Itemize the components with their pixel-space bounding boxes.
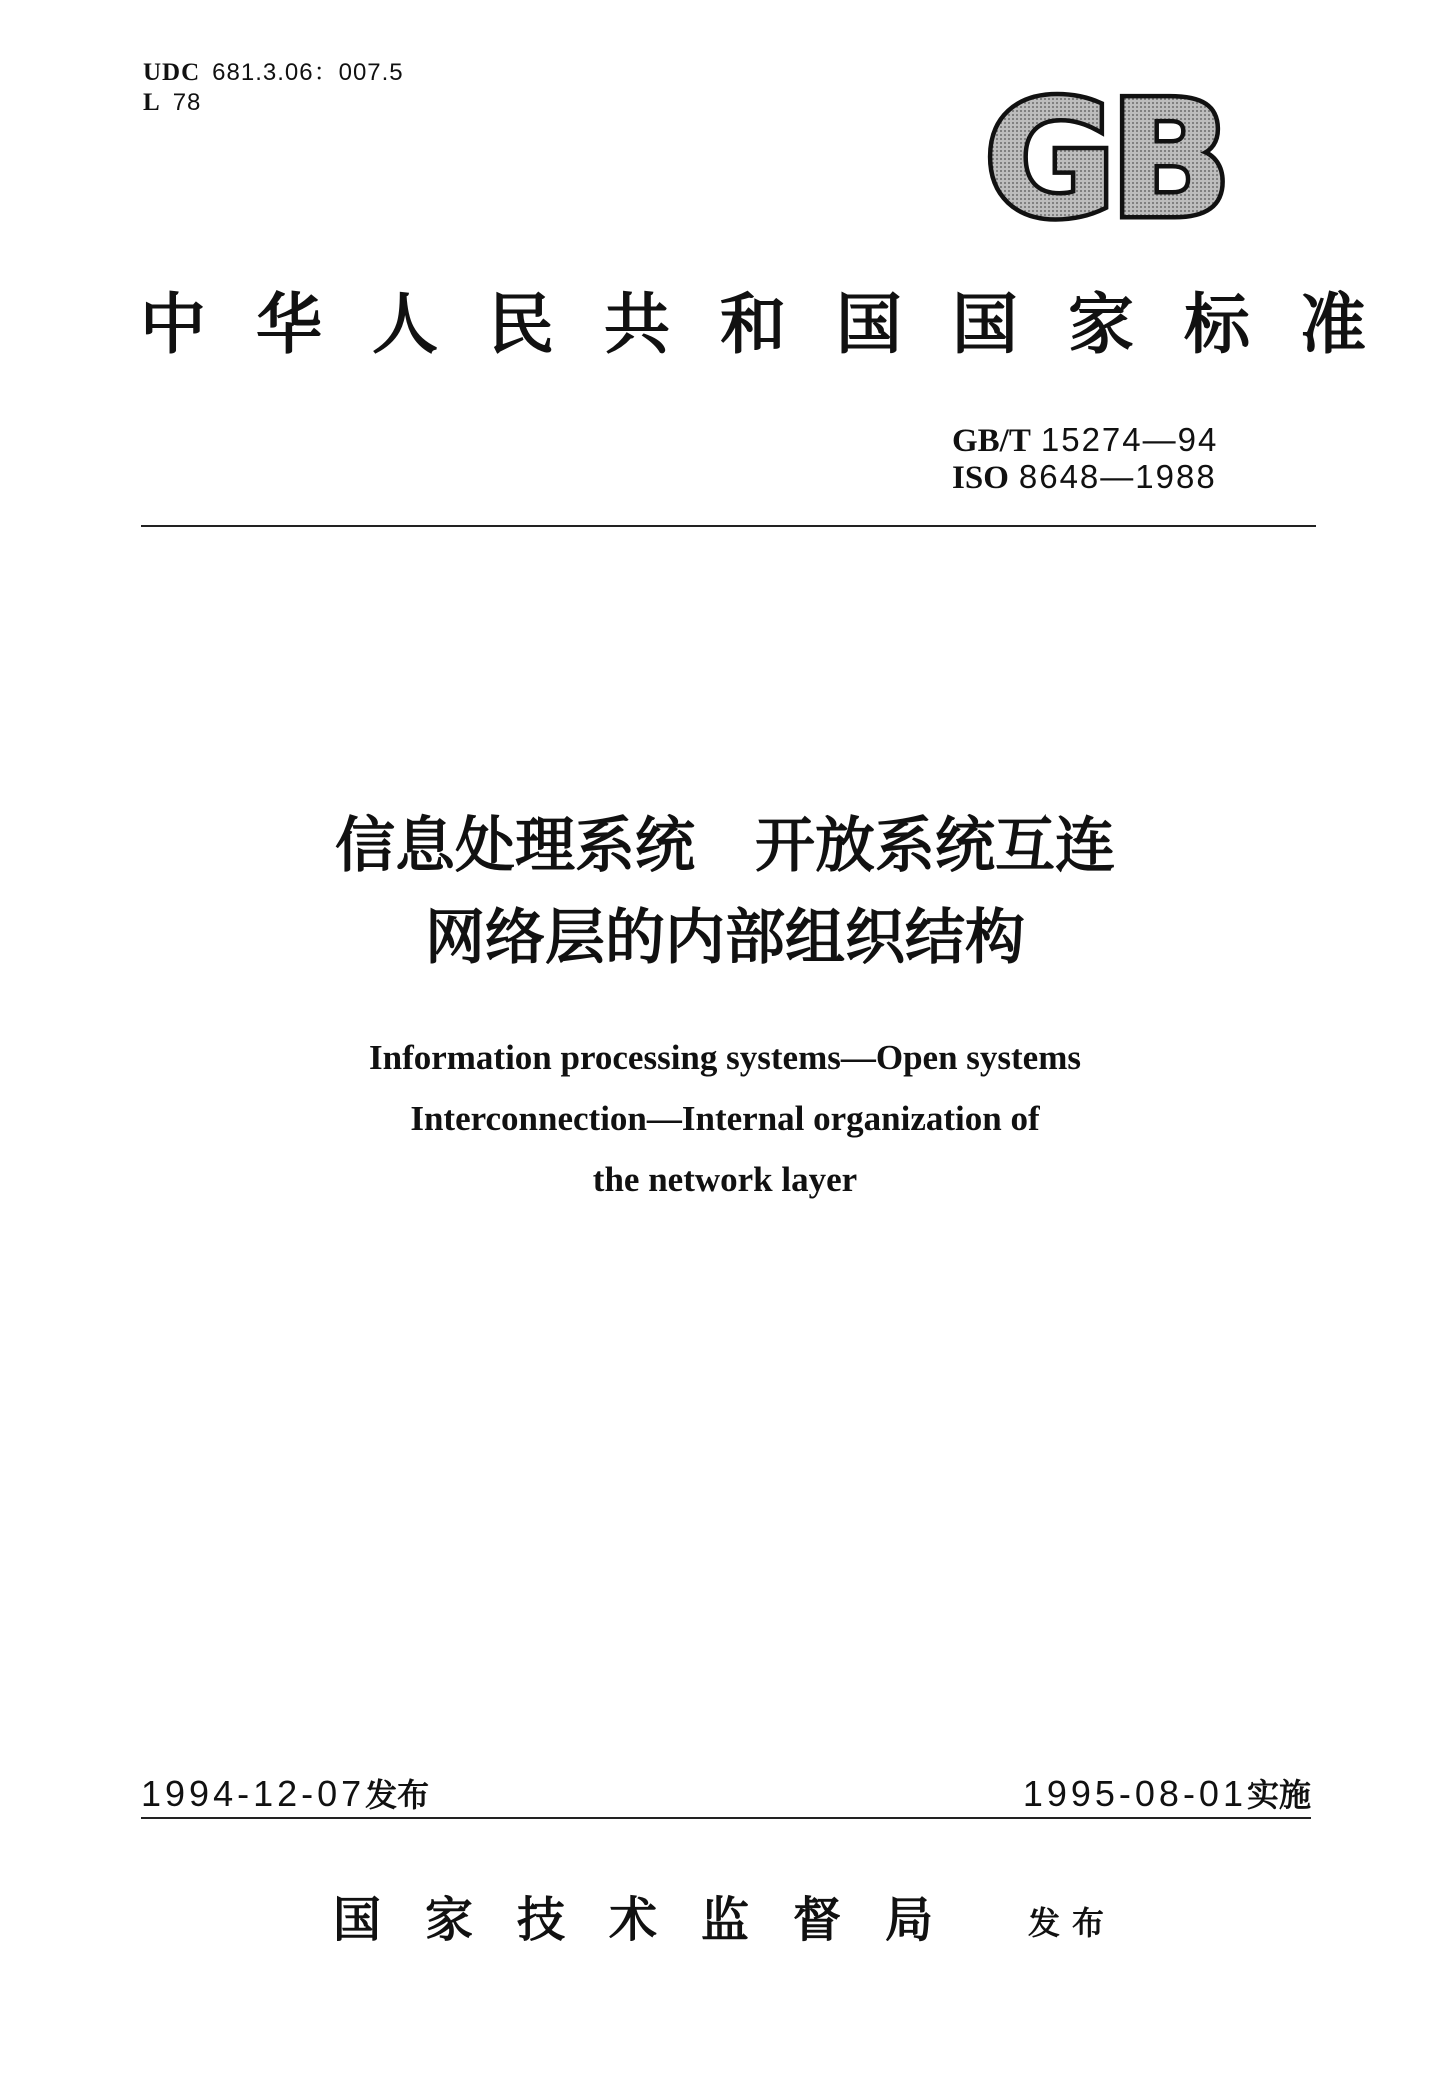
- chinese-title-line-1: 信息处理系统 开放系统互连: [335, 811, 1115, 881]
- english-title-line-3: the network layer: [592, 1160, 858, 1199]
- publisher-name: 国家技术监督局: [333, 1892, 978, 1948]
- footer-divider: [141, 1817, 1311, 1819]
- national-standard-header: 中华人民共和国国家标准: [140, 286, 1416, 363]
- l-key: L: [143, 89, 161, 116]
- iso-number-value: 8648—1988: [1018, 458, 1217, 495]
- standard-numbers: [952, 422, 1218, 496]
- iso-number-key: ISO: [952, 460, 1009, 496]
- gb-number-key: GB/T: [952, 423, 1031, 459]
- l-value: 78: [172, 89, 202, 116]
- udc-key: UDC: [143, 59, 201, 86]
- issue-label: 发布: [365, 1776, 430, 1814]
- iso-number-line: [952, 459, 1218, 496]
- implementation-label: 实施: [1246, 1776, 1311, 1814]
- implementation-date-block: [1023, 1772, 1311, 1817]
- l-line: [143, 88, 404, 118]
- english-title-line-2: Interconnection—Internal organization of: [410, 1099, 1040, 1138]
- publisher-action: 发布: [1028, 1904, 1117, 1942]
- english-title-line-1: Information processing systems—Open systems: [369, 1038, 1081, 1077]
- gb-logo-text: GB: [984, 85, 1226, 235]
- english-title: [0, 1027, 1450, 1210]
- udc-line: [143, 58, 404, 88]
- chinese-title: [0, 800, 1450, 984]
- classification-block: [143, 58, 404, 118]
- header-divider: [141, 525, 1316, 527]
- gb-number-line: [952, 422, 1218, 459]
- implementation-date: 1995-08-01: [1022, 1773, 1247, 1814]
- chinese-title-line-2: 网络层的内部组织结构: [425, 903, 1025, 973]
- udc-value: 681.3.06：007.5: [212, 59, 404, 86]
- issue-date: 1994-12-07: [141, 1773, 366, 1814]
- gb-number-value: 15274—94: [1040, 421, 1219, 458]
- gb-logo: [975, 85, 1235, 235]
- issue-date-block: [141, 1772, 429, 1817]
